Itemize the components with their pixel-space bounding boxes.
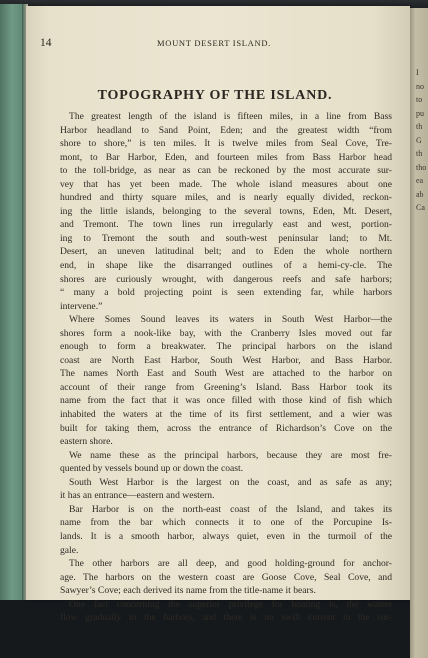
- adjacent-page-fragment: to: [416, 95, 423, 104]
- text-line: Bar Harbor is on the north-east coast of the Island, and takes its: [69, 503, 392, 515]
- adjacent-page-fragment: tho: [416, 162, 427, 172]
- text-line: name from the fact that it was once filled with those kind of fish which: [60, 395, 392, 407]
- text-line: lands. It is a smooth harbor, always quiet, even in the turmoil of the: [60, 530, 392, 542]
- text-line: inhabited the waters at the time of its first settlement, and a wier was: [60, 409, 392, 421]
- text-line: eastern shore.: [60, 436, 113, 448]
- adjacent-page-fragment: ea: [416, 176, 424, 185]
- text-line: One fact concerning the superior privilege for boating is, the waters: [69, 598, 392, 610]
- text-line: built for taking them, across the entrance of Richardson’s Cove on the: [60, 422, 392, 434]
- text-line: flow gradually in the harbors, and there is no swift current in the sur-: [60, 612, 392, 624]
- text-line: to the toll-bridge, as near as can be reckoned by the most accurate sur-: [60, 165, 392, 177]
- text-line: quented by vessels bound up or down the coast.: [60, 463, 244, 475]
- text-line: ing to Tremont the south and south-west peninsular land; to Mt.: [60, 232, 392, 244]
- adjacent-page-fragment: no: [416, 81, 424, 91]
- text-line: shore to shore,” is ten miles. It is twelve miles from Seal Cove, Tre-: [60, 138, 392, 150]
- adjacent-page-fragment: th: [416, 149, 423, 158]
- adjacent-page-fragment: pu: [416, 108, 424, 118]
- text-line: We name these as the principal harbors, because they are most fre-: [69, 449, 392, 461]
- adjacent-page-fragment: th: [416, 122, 423, 131]
- text-line: shores form a nook-like bay, with the Cranberry Isles moved out far: [60, 327, 392, 339]
- text-line: The names North East and South West are attached to the harbor on: [60, 368, 392, 380]
- adjacent-page-fragment: G: [416, 135, 422, 145]
- body-text: [60, 110, 392, 625]
- page-number: 14: [40, 37, 52, 49]
- text-line: name from the bar which connects it to one of the Porcupine Is-: [60, 517, 392, 529]
- text-line: vey that has yet been made. The whole island measures about one: [60, 178, 392, 190]
- text-line: Where Somes Sound leaves its waters in South West Harbor—the: [69, 314, 392, 326]
- text-line: South West Harbor is the largest on the coast, and as safe as any;: [69, 476, 392, 488]
- text-line: gale.: [60, 544, 79, 556]
- text-line: shores are curiously wrought, with dangerous reefs and safe harbors;: [60, 273, 392, 285]
- text-line: ing the little islands, belonging to the several towns, Eden, Mt. Desert,: [60, 205, 392, 217]
- text-line: intervene.”: [60, 300, 103, 312]
- running-title: MOUNT DESERT ISLAND.: [157, 38, 271, 48]
- adjacent-page-fragment: Ca: [416, 203, 425, 212]
- text-line: “ many a bold projecting point is seen extending far, while harbors: [60, 287, 392, 299]
- text-line: Sawyer’s Cove; each derived its name from the title-name it bears.: [60, 585, 316, 597]
- text-line: The greatest length of the island is fifteen miles, in a line from Bass: [69, 111, 392, 122]
- text-line: hundred and thirty square miles, and is nearly equally divided, reckon-: [60, 192, 392, 204]
- adjacent-page-fragment: ab: [416, 189, 424, 199]
- running-head: [40, 37, 388, 51]
- adjacent-page-edge: [410, 8, 428, 658]
- text-line: it has an entrance—eastern and western.: [60, 490, 215, 502]
- text-line: age. The harbors on the western coast are Goose Cove, Seal Cove, and: [60, 571, 392, 583]
- text-line: The other harbors are all deep, and good holding-ground for anchor-: [69, 558, 392, 570]
- text-line: Harbor headland to Sand Point, Eden; and the greatest width “from: [60, 124, 392, 136]
- text-line: mont, to Bar Harbor, Eden, and fourteen miles from Bass Harbor head: [60, 151, 392, 163]
- adjacent-page-fragment: I: [416, 68, 419, 77]
- text-line: and Tremont. The town lines run irregularly east and west, portion-: [60, 219, 392, 231]
- text-line: account of their range from Greening’s Island. Bass Harbor took its: [60, 381, 392, 393]
- chapter-title: TOPOGRAPHY OF THE ISLAND.: [97, 88, 333, 103]
- text-line: coast are North East Harbor, South West Harbor, and Bass Harbor.: [60, 354, 392, 366]
- text-line: Desert, an uneven latitudinal belt; and to Eden the whole northern: [60, 246, 392, 258]
- text-line: enough to form a breakwater. The principal harbors on the island: [60, 341, 392, 353]
- text-line: end, in shape like the disarranged outlines of a hemi-cy-cle. The: [60, 260, 392, 272]
